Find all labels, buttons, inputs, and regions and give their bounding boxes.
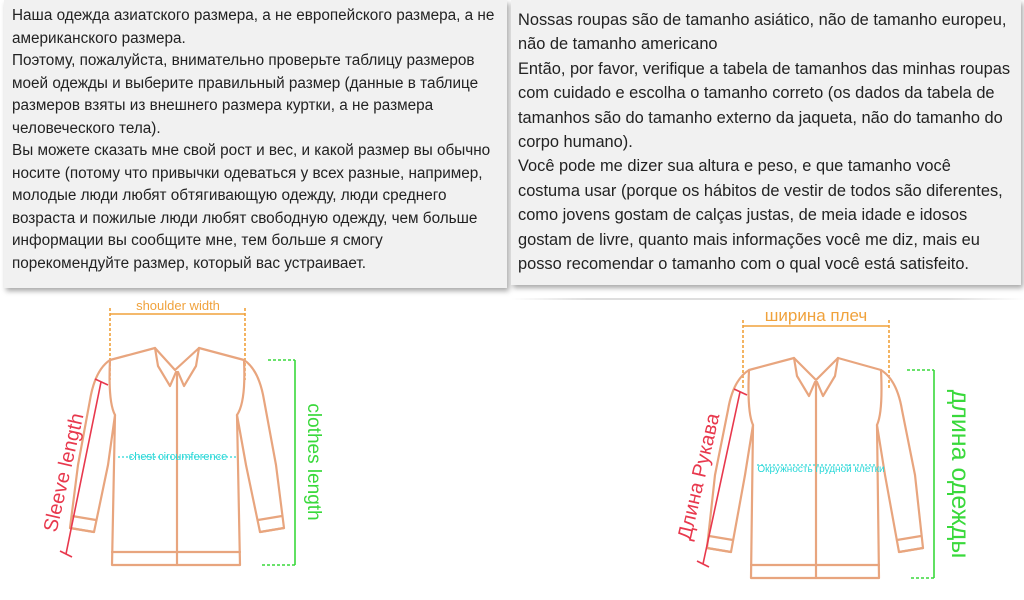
measurement-diagram-russian [511,290,1024,600]
clothes-length-measure [262,360,295,565]
clothes-length-measure [907,370,934,578]
shoulder-width-label: ширина плеч [764,306,868,325]
chest-circumference-label: Окружность грудной клетки [757,464,885,475]
clothes-length-label: длина одежды [946,389,974,559]
chest-circumference-label: chest circumference [128,451,228,463]
sleeve-length-label: Длина Рукава [673,411,725,543]
measurement-diagram-english [0,290,511,600]
sleeve-length-label: Sleeve length [39,411,89,535]
clothes-length-label: clothes length [303,403,324,521]
shoulder-width-label: shoulder width [136,298,220,313]
divider-rule [511,298,1024,300]
size-notice-portuguese: Nossas roupas são de tamanho asiático, não de tamanho europeu, não de tamanho americano Então, por favor, verifique a tabela de tamanhos das minhas roupas com cuidado e escolha o tamanho correto (os dados da tabela de tamanhos são do tamanho externo da jaqueta, não do tamanho do corpo humano). Você pode me dizer sua altura e peso, e que tamanho você costuma usar (porque os hábitos de vestir de todos são diferentes, como jovens gostam de calças justas, de meia idade e idosos gostam de livre, quanto mais informações você me diz, mais eu posso recomendar o tamanho com o qual você está satisfeito. [511,0,1021,285]
size-notice-russian: Наша одежда азиатского размера, а не европейского размера, а не американского размера. Поэтому, пожалуйста, внимательно проверьте таблицу размеров моей одежды и выберите правильный размер (данные в таблице размеров взяты из внешнего размера куртки, а не размера человеческого тела). Вы можете сказать мне свой рост и вес, и какой размер вы обычно носите (потому что привычки одеваться у всех разные, например, молодые люди любят обтягивающую одежду, люди среднего возраста и пожилые люди любят свободную одежду, чем больше информации вы сообщите мне, тем больше я смогу порекомендуйте размер, который вас устраивает. [4,0,507,288]
